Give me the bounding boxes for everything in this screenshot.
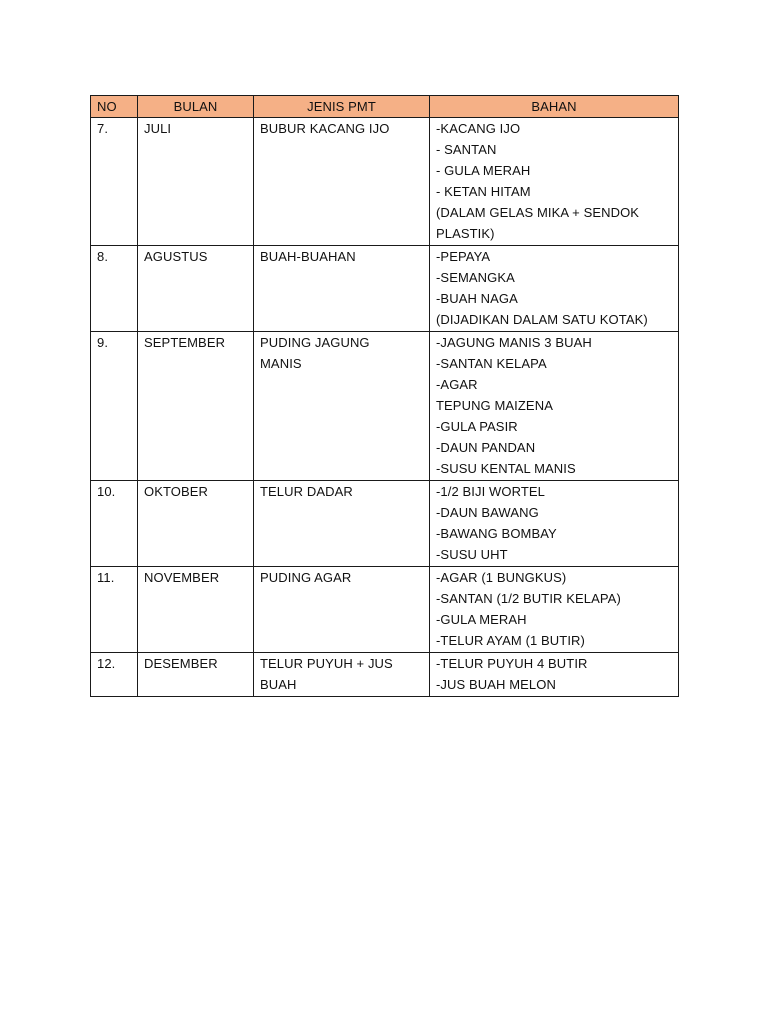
cell-no: 7. [91,118,138,246]
cell-jenis-pmt [254,332,430,481]
table-row [91,246,679,332]
bahan-item: -GULA MERAH [436,612,527,627]
cell-bahan [430,332,679,481]
bahan-item: PLASTIK) [436,226,495,241]
bahan-item: -PEPAYA [436,249,491,264]
bahan-item: -SANTAN KELAPA [436,356,547,371]
bahan-item: -BUAH NAGA [436,291,518,306]
cell-bulan: DESEMBER [138,653,254,697]
header-bulan: BULAN [138,96,254,118]
cell-jenis-pmt [254,246,430,332]
bahan-item: - SANTAN [436,142,497,157]
table-header [91,96,679,118]
table-row [91,118,679,246]
bahan-item: -AGAR (1 BUNGKUS) [436,570,567,585]
cell-no: 12. [91,653,138,697]
pmt-schedule-table [90,95,679,697]
bahan-item: -BAWANG BOMBAY [436,526,557,541]
cell-no: 9. [91,332,138,481]
table-row [91,653,679,697]
jenis-pmt-line: PUDING AGAR [260,570,352,585]
cell-no: 8. [91,246,138,332]
bahan-item: -DAUN BAWANG [436,505,539,520]
cell-bulan: JULI [138,118,254,246]
cell-no: 11. [91,567,138,653]
table-row [91,481,679,567]
cell-bahan [430,567,679,653]
cell-bahan [430,481,679,567]
cell-jenis-pmt [254,567,430,653]
bahan-item: -1/2 BIJI WORTEL [436,484,545,499]
header-no: NO [91,96,138,118]
header-jenis-pmt: JENIS PMT [254,96,430,118]
cell-bahan [430,653,679,697]
cell-bahan [430,118,679,246]
cell-bulan: NOVEMBER [138,567,254,653]
cell-bahan [430,246,679,332]
bahan-item: -TELUR PUYUH 4 BUTIR [436,656,588,671]
jenis-pmt-line: BUAH-BUAHAN [260,249,356,264]
jenis-pmt-line: MANIS [260,356,302,371]
table-body [91,118,679,697]
bahan-item: - GULA MERAH [436,163,531,178]
bahan-item: (DALAM GELAS MIKA + SENDOK [436,205,640,220]
cell-no: 10. [91,481,138,567]
bahan-item: -AGAR [436,377,478,392]
bahan-item: -GULA PASIR [436,419,518,434]
bahan-item: -SUSU UHT [436,547,508,562]
bahan-item: -KACANG IJO [436,121,521,136]
table-row [91,567,679,653]
cell-jenis-pmt [254,118,430,246]
cell-jenis-pmt [254,481,430,567]
jenis-pmt-line: TELUR PUYUH + JUS [260,656,393,671]
bahan-item: -SEMANGKA [436,270,515,285]
bahan-item: (DIJADIKAN DALAM SATU KOTAK) [436,312,648,327]
jenis-pmt-line: BUAH [260,677,297,692]
jenis-pmt-line: BUBUR KACANG IJO [260,121,390,136]
bahan-item: -JAGUNG MANIS 3 BUAH [436,335,592,350]
cell-bulan: SEPTEMBER [138,332,254,481]
bahan-item: TEPUNG MAIZENA [436,398,553,413]
cell-bulan: OKTOBER [138,481,254,567]
jenis-pmt-line: TELUR DADAR [260,484,353,499]
header-bahan: BAHAN [430,96,679,118]
header-row [91,96,679,118]
jenis-pmt-line: PUDING JAGUNG [260,335,370,350]
bahan-item: -DAUN PANDAN [436,440,536,455]
table-row [91,332,679,481]
bahan-item: -SUSU KENTAL MANIS [436,461,576,476]
cell-jenis-pmt [254,653,430,697]
cell-bulan: AGUSTUS [138,246,254,332]
bahan-item: -SANTAN (1/2 BUTIR KELAPA) [436,591,621,606]
bahan-item: - KETAN HITAM [436,184,531,199]
bahan-item: -JUS BUAH MELON [436,677,556,692]
bahan-item: -TELUR AYAM (1 BUTIR) [436,633,585,648]
